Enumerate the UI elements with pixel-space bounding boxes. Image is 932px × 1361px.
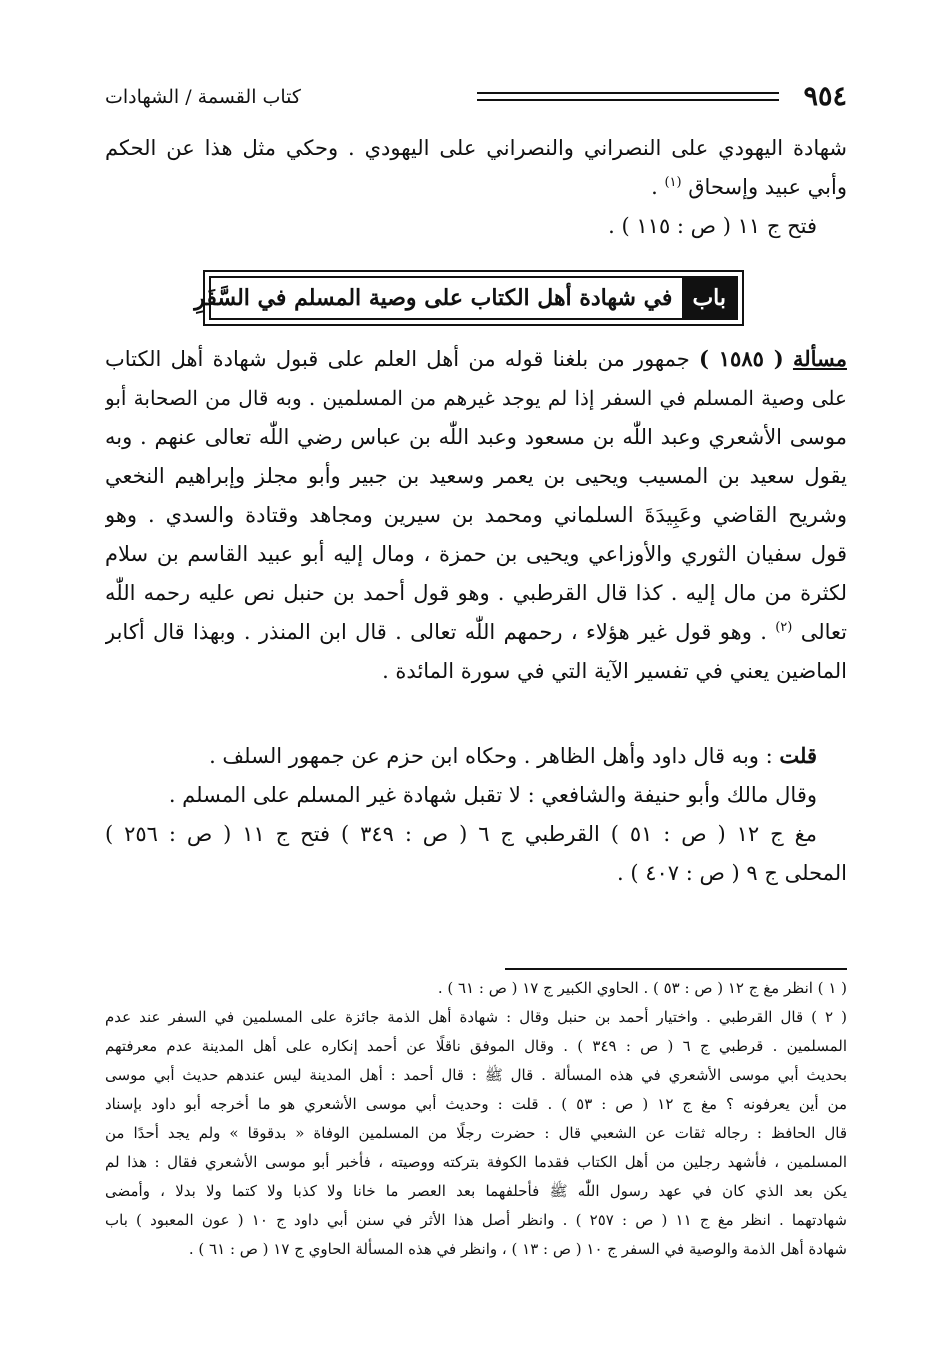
- text-line: مسألة ( ١٥٨٥ ) جمهور من بلغنا قوله من أهل العلم على قبول شهادة أهل الكتاب: [105, 346, 847, 371]
- intro-paragraph: [105, 129, 847, 246]
- text-line: تعالى $^{(٢)}$ . وهو قول غير هؤلاء ، رحمهم اللّٰه تعالى . قال ابن المنذر . وبهذا قال أكابر: [105, 620, 847, 644]
- masala-label: مسألة: [792, 346, 847, 371]
- reference-line: فتح ج ١١ ( ص : ١١٥ ) .: [608, 214, 817, 238]
- footnote-2-line: بحديث أبي موسى الأشعري في هذه المسألة . قال ﷺ : قال أحمد : أهل المدينة ليس عندهم حديث أبي موسى: [105, 1066, 847, 1084]
- footnote-2-line: المسلمين . قرطبي ج ٦ ( ص : ٣٤٩ ) . وقال الموفق ناقلًا عن أحمد إنكاره على أهل المدينة عدم معرفتهم: [105, 1037, 847, 1055]
- footnote-2-line: من أين يعرفونه ؟ مغ ج ١٢ ( ص : ٥٣ ) . قلت : وحديث أبي موسى الأشعري هو ما أخرجه أبو داود بإسناد: [105, 1095, 847, 1113]
- footnote-2-line: شهادتهما . انظر مغ ج ١١ ( ص : ٢٥٧ ) . وانظر أصل هذا الأثر في سنن أبي داود ج ١٠ ( عون المعبود ) باب: [105, 1211, 847, 1229]
- text-line: موسى الأشعري وعبد اللّٰه بن مسعود وعبد اللّٰه بن عباس رضي اللّٰه تعالى عنهم . وبه: [105, 425, 847, 449]
- footnote-2-line: المسلمين ، فأشهد رجلين من أهل الكتاب فقدما الكوفة بتركته ووصيته ، فأخبر أبو موسى الأشعري فقال : هذا لم: [105, 1153, 847, 1171]
- footnote-marker[interactable]: (١): [664, 175, 682, 190]
- reference-line: مغ ج ١٢ ( ص : ٥١ ) القرطبي ج ٦ ( ص : ٣٤٩ ) فتح ج ١١ ( ص : ٢٥٦ ): [105, 822, 818, 846]
- page-number: ٩٥٤: [803, 81, 847, 112]
- text-line: وشريح القاضي وعَبِيدَةَ السلماني ومحمد بن سيرين ومجاهد وقتادة والسدي . وهو: [105, 503, 847, 527]
- reference-line: المحلى ج ٩ ( ص : ٤٠٧ ) .: [617, 861, 847, 885]
- chapter-heading-inner-frame: [194, 276, 738, 320]
- text-line: على وصية المسلم في السفر إذا لم يوجد غيرهم من المسلمين . وبه قال من الصحابة أبو: [105, 386, 847, 410]
- running-title: كتاب القسمة / الشهادات: [105, 86, 301, 108]
- text-line: شهادة اليهودي على النصراني والنصراني على اليهودي . وحكي مثل هذا عن الحكم: [105, 136, 847, 160]
- page-header: [105, 80, 847, 120]
- chapter-title: في شهادة أهل الكتاب على وصية المسلم في السَّفَرِ: [194, 285, 673, 311]
- footnotes: [105, 974, 847, 1264]
- footnote-2-line: شهادة أهل الذمة والوصية في السفر ج ١٠ ( ص : ١٣ ) ، وانظر في هذه المسألة الحاوي ج ١٧ ( ص : ٦١ ) .: [188, 1240, 847, 1258]
- qultu-line: قلت : وبه قال داود وأهل الظاهر . وحكاه ابن حزم عن جمهور السلف .: [209, 743, 817, 768]
- qultu-label: قلت: [779, 743, 817, 768]
- text-line: الماضين يعني في تفسير الآية التي في سورة المائدة .: [382, 659, 847, 683]
- footnote-marker[interactable]: (٢): [775, 620, 793, 635]
- chapter-label: باب: [682, 278, 736, 318]
- footnote-1: ( ١ ) انظر مغ ج ١٢ ( ص : ٥٣ ) . الحاوي الكبير ج ١٧ ( ص : ٦١ ) .: [437, 979, 847, 997]
- header-double-rule: [477, 92, 779, 101]
- text-line: وأبي عبيد وإسحاق $^{(١)}$ .: [651, 175, 847, 199]
- masala-paragraph: [105, 339, 847, 691]
- text-line: قول سفيان الثوري والأوزاعي ويحيى بن حمزة ، ومال إليه أبو عبيد القاسم بن سلام: [105, 542, 847, 566]
- footnote-2-line: قال الحافظ : رجاله ثقات عن الشعبي قال : حضرت رجلًا من المسلمين الوفاة « بدقوقا » ولم يجد أحدًا من: [105, 1124, 847, 1142]
- malik-line: وقال مالك وأبو حنيفة والشافعي : لا تقبل شهادة غير المسلم على المسلم .: [168, 783, 817, 807]
- chapter-heading: [194, 270, 744, 326]
- footnote-separator: [505, 968, 847, 970]
- footnote-2-line: ( ٢ ) قال القرطبي . واختيار أحمد بن حنبل وقال : شهادة أهل الذمة جائزة على المسلمين في السفر عند عدم: [105, 1008, 847, 1026]
- text-line: لكثرة من مال إليه . كذا قال القرطبي . وهو قول أحمد بن حنبل نص عليه رحمه اللّٰه: [105, 581, 847, 605]
- text-line: يقول سعيد بن المسيب ويحيى بن يعمر وسعيد بن جبير وأبو مجلز وإبراهيم النخعي: [105, 464, 847, 488]
- footnote-2-line: يكن بعد الذي كان في عهد رسول اللّٰه ﷺ فأحلفهما بعد العصر ما خانا ولا كذبا ولا كتما ولا بدلا ، وأمضى: [105, 1182, 847, 1200]
- masala-number: ( ١٥٨٥ ): [698, 346, 784, 371]
- commentary-block: [105, 736, 847, 893]
